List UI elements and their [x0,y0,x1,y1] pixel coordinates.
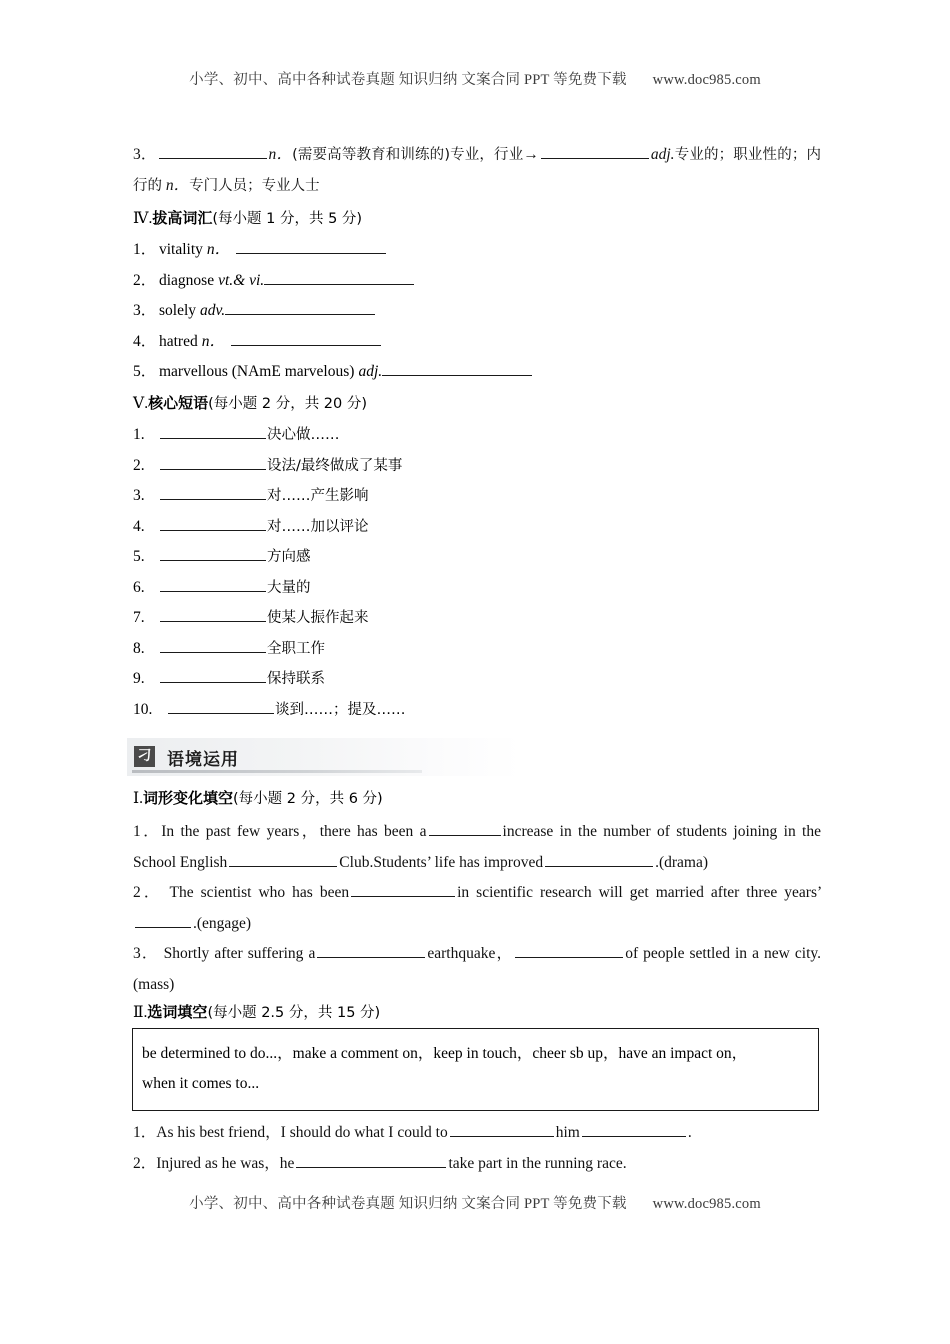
section-i-roman: Ⅰ [133,790,140,807]
section-iv-heading [133,203,821,235]
answer-blank[interactable] [225,300,375,315]
question-2 [133,878,821,939]
item-word: hatred [159,332,198,350]
answer-blank[interactable] [229,852,337,867]
answer-blank[interactable] [382,361,532,376]
section-iv-dot: . [148,210,153,227]
item-number: 7. [133,609,145,626]
item-word: solely [159,302,197,319]
running-header [0,68,950,89]
answer-blank[interactable] [159,144,267,159]
running-footer-url: www.doc985.com [652,1196,761,1212]
question-text-a: In the past few years，there has been a [161,823,427,840]
vocab-row [133,296,821,327]
phrase-gloss: 对……加以评论 [267,518,369,535]
item-pos: adv. [200,302,226,319]
answer-blank[interactable] [264,270,414,285]
phrase-row [133,451,821,482]
answer-blank[interactable] [160,637,266,653]
section-i [133,783,821,1000]
section-v-roman: Ⅴ [133,395,145,412]
answer-blank[interactable] [160,667,266,683]
question-3 [133,939,821,1000]
vocab-item-3-gloss-3: 专门人员；专业人士 [189,177,320,194]
item-pos: n． [206,241,231,258]
section-ii-heading [133,997,821,1029]
answer-blank[interactable] [160,576,266,592]
question-text-b: take part in the running race. [448,1154,627,1172]
item-number: 1. [133,426,145,443]
item-word: marvellous (NAmE marvelous) [159,363,355,380]
answer-blank[interactable] [317,943,425,958]
question-text-d: life has improved [434,853,544,871]
item-number: 8. [133,639,145,657]
vocab-item-3-gloss-1: (需要高等教育和训练的)专业，行业 [292,147,524,163]
question-number: 1． [133,1124,157,1141]
section-ii-score: (每小题 2.5 分，共 15 分) [207,1005,381,1021]
question-text-b: increase in the number of students joining in the School English [133,823,821,871]
phrase-row [133,481,821,512]
section-v-title: 核心短语 [148,394,209,412]
question-1 [133,817,821,878]
phrase-row [133,634,821,665]
section-v [133,388,821,725]
vocab-row [133,327,821,358]
phrase-gloss: 设法/最终做成了某事 [267,457,403,474]
item-pos: adj. [358,363,383,380]
vocab-row [133,357,821,388]
item-pos: n． [201,332,225,350]
vocab-item-3-pos-2: adj. [650,146,675,163]
vocab-item-3-gloss-2: 专业的；职业性的；内行的 [133,147,821,194]
phrase-row [133,573,821,604]
item-number: 5. [133,548,145,565]
item-number: 1． [133,241,157,258]
phrase-row [133,512,821,543]
answer-blank[interactable] [168,698,274,714]
phrase-gloss: 保持联系 [267,671,325,687]
section-i-dot: . [139,790,143,807]
question-text-c: of people settled in a new city.(mass) [133,945,821,993]
answer-blank[interactable] [160,484,266,500]
phrase-row [133,542,821,573]
section-v-dot: . [144,395,149,412]
question-number: 2． [133,884,163,901]
question-hint: .(engage) [193,914,252,932]
answer-blank[interactable] [515,943,623,958]
vocab-item-3-pos-3: n． [165,176,190,194]
question-text-c: . [687,1124,692,1141]
apostrophe-glyph: ’ [817,884,822,901]
section-iv [133,203,821,388]
section-banner [127,738,521,776]
section-v-score: (每小题 2 分，共 20 分) [208,396,368,412]
section-iv-score: (每小题 1 分，共 5 分) [212,211,363,227]
answer-blank[interactable] [160,515,266,531]
answer-blank[interactable] [160,423,266,439]
item-number: 5． [133,363,157,380]
answer-blank[interactable] [351,882,455,897]
question-text-b: in scientific research will get married after three years [457,884,817,901]
answer-blank[interactable] [450,1122,554,1137]
question-1 [133,1118,821,1149]
running-footer [0,1192,950,1213]
section-i-score: (每小题 2 分，共 6 分) [233,791,383,807]
item-pos: vt.& vi. [218,271,265,289]
section-v-heading [133,388,821,420]
word-bank-line-1: be determined to do...，make a comment on，keep in touch，cheer sb up，have an impact on， [142,1045,748,1062]
phrase-row [133,420,821,451]
item-number: 2． [133,271,157,289]
item-number: 6. [133,578,145,596]
section-ii-title: 选词填空 [147,1003,208,1021]
phrase-gloss: 方向感 [267,549,311,565]
question-text-a: The scientist who has been [169,884,350,901]
vocab-row [133,266,821,297]
item-number: 4． [133,332,157,350]
vocab-item-3-pos-1: n． [268,146,293,163]
section-iv-roman: Ⅳ [133,210,149,227]
item-number: 3． [133,302,157,319]
item-number: 9. [133,670,145,687]
item-word: vitality [159,241,203,258]
banner-underline [132,770,422,773]
question-text-a: Injured as he was，he [156,1154,295,1172]
section-i-heading [133,783,821,815]
section-ii-dot: . [143,1004,148,1021]
section-marker-icon: 刁 [134,746,155,767]
section-ii-heading-wrap [133,997,821,1029]
answer-blank[interactable] [236,239,386,254]
answer-blank[interactable] [582,1122,686,1137]
section-ii-questions [133,1118,821,1179]
word-bank-box [132,1028,819,1111]
apostrophe-glyph: ’ [426,853,431,871]
item-word: diagnose [159,271,215,289]
vocab-row [133,235,821,266]
phrase-row [133,664,821,695]
answer-blank[interactable] [541,144,649,159]
section-ii-roman: Ⅱ [133,1004,144,1021]
running-header-url: www.doc985.com [652,72,761,88]
item-number: 10. [133,700,153,718]
phrase-row [133,695,821,726]
section-i-title: 词形变化填空 [143,789,234,807]
question-text-c: Club.Students [339,853,427,871]
question-2 [133,1149,821,1180]
phrase-gloss: 谈到……；提及…… [275,701,406,718]
item-number: 2. [133,456,145,474]
answer-blank[interactable] [429,821,501,836]
answer-blank[interactable] [296,1153,446,1168]
answer-blank[interactable] [545,852,653,867]
phrase-gloss: 大量的 [267,579,311,596]
running-header-text: 小学、初中、高中各种试卷真题 知识归纳 文案合同 PPT 等免费下载 [189,72,627,88]
question-text-b: earthquake， [427,945,514,962]
carryover-vocab-item [133,140,821,201]
arrow-glyph: → [523,146,539,163]
question-number: 1． [133,823,162,840]
section-iv-title: 拔高词汇 [152,209,213,227]
item-number: 3. [133,487,145,504]
item-number: 4. [133,517,145,535]
answer-blank[interactable] [160,606,266,622]
answer-blank[interactable] [135,913,191,928]
question-text-b: him [555,1124,580,1141]
phrase-gloss: 决心做…… [267,427,340,443]
running-footer-text: 小学、初中、高中各种试卷真题 知识归纳 文案合同 PPT 等免费下载 [189,1196,627,1212]
section-banner-title: 语境运用 [167,750,239,770]
answer-blank[interactable] [160,545,266,561]
answer-blank[interactable] [231,331,381,346]
answer-blank[interactable] [160,454,266,470]
phrase-row [133,603,821,634]
phrase-gloss: 全职工作 [267,640,325,657]
question-number: 2． [133,1154,157,1172]
question-text-a: As his best friend，I should do what I could to [156,1124,448,1141]
question-hint: .(drama) [655,853,709,871]
question-text-a: Shortly after suffering a [163,945,316,962]
question-number: 3． [133,945,159,962]
vocab-item-3-number: 3． [133,146,157,163]
word-bank-line-2: when it comes to... [142,1075,260,1092]
vocab-item-3 [133,140,821,201]
phrase-gloss: 使某人振作起来 [267,610,369,626]
phrase-gloss: 对……产生影响 [267,488,369,504]
